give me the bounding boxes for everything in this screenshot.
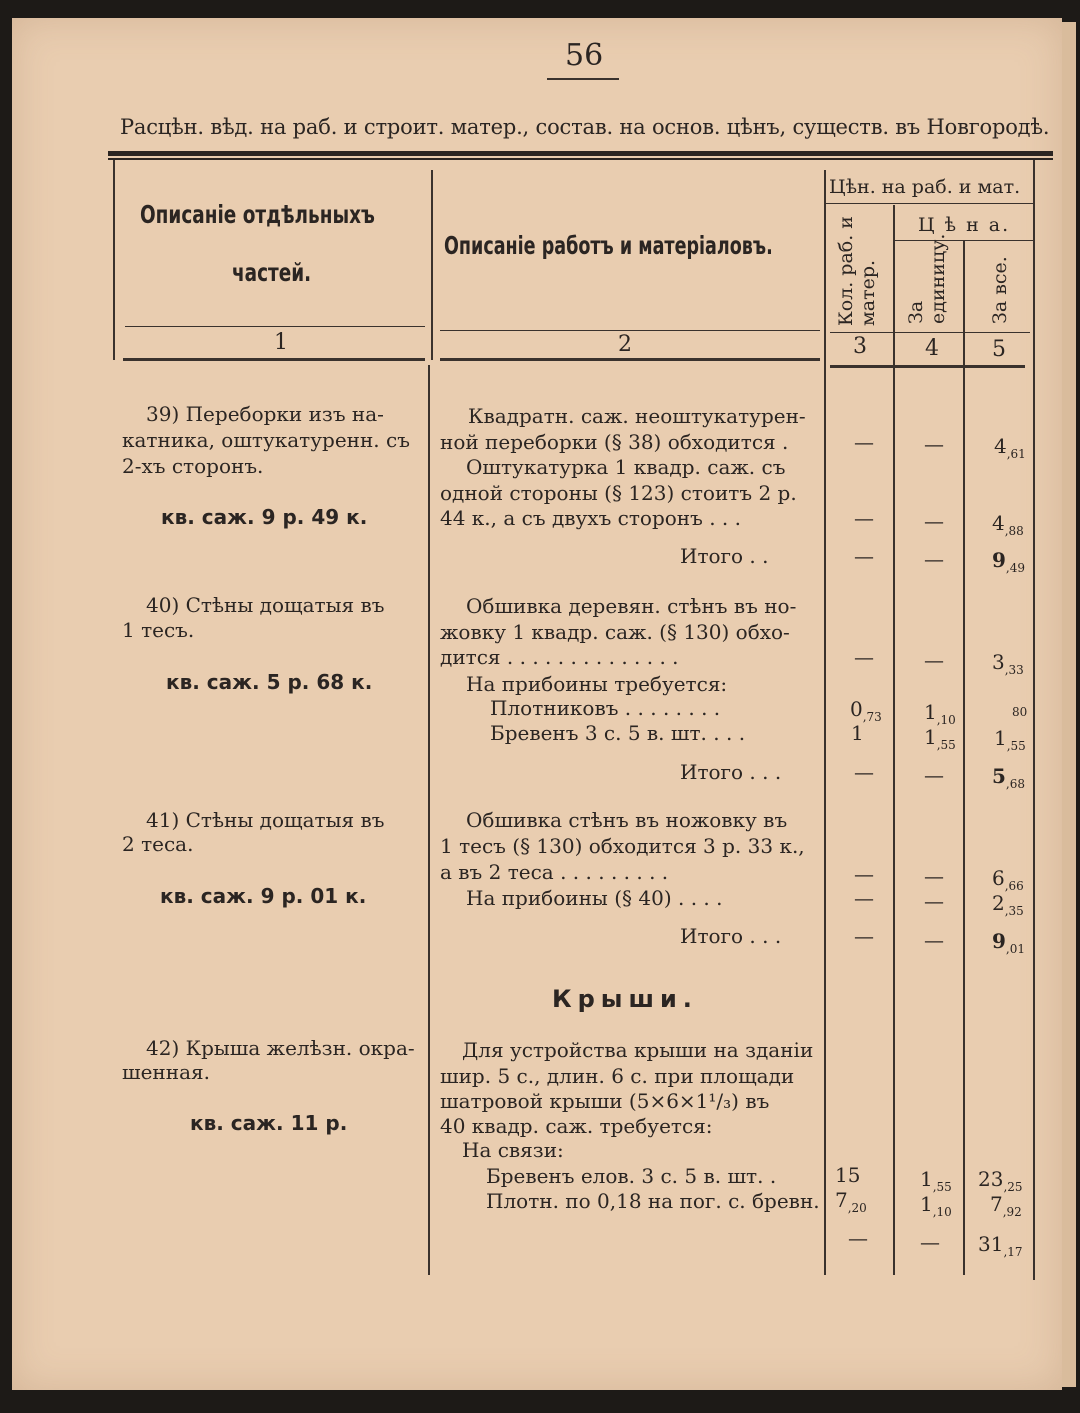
- item42-work-7: Плотн. по 0,18 на пог. с. бревн.: [486, 1189, 820, 1213]
- item42-work-4: 40 квадр. саж. требуется:: [440, 1114, 713, 1138]
- item40-total-4: $5_{,68}$: [992, 764, 1026, 791]
- item41-total-3: $9_{,01}$: [992, 929, 1026, 956]
- item42-desc-1: 42) Крыша желѣзн. окра-: [146, 1036, 415, 1060]
- top-thick-rule: [108, 151, 1053, 156]
- item42-work-3: шатровой крыши (5×6×1¹/₃) въ: [440, 1089, 770, 1113]
- item40-work-3: дится . . . . . . . . . . . . . .: [440, 645, 679, 669]
- col-num-2: 2: [618, 332, 632, 357]
- item42-desc-2: шенная.: [122, 1060, 210, 1084]
- item39-dash: —: [924, 509, 944, 533]
- item39-dash: —: [924, 547, 944, 571]
- header-rule-col1: [125, 326, 425, 327]
- item39-dash: —: [854, 430, 874, 454]
- item39-dash: —: [854, 506, 874, 530]
- item42-qty-1: 15: [835, 1163, 861, 1187]
- item41-work-1: Обшивка стѣнъ въ ножовку въ: [466, 808, 788, 832]
- section-title: Крыши.: [552, 985, 698, 1013]
- col-num-5: 5: [992, 337, 1006, 362]
- item40-dash: —: [924, 763, 944, 787]
- item39-value-3: $9_{,49}$: [992, 548, 1026, 575]
- item39-value-2: $4_{,88}$: [992, 511, 1024, 538]
- page-subtitle: Расцѣн. вѣд. на раб. и строит. матер., состав. на основ. цѣнъ, существ. въ Новгородѣ.: [120, 115, 1050, 139]
- item40-total-2: 80: [1012, 705, 1028, 719]
- item42-qty-2: $7_{,20}$: [835, 1188, 867, 1215]
- header-prices-group: Цѣн. на раб. и мат.: [829, 176, 1021, 198]
- item40-qty-1: $0_{,73}$: [850, 697, 882, 724]
- header-rule-col2: [440, 330, 820, 331]
- item42-work-6: Бревенъ елов. 3 с. 5 в. шт. .: [486, 1164, 777, 1188]
- item39-work-3: Оштукатурка 1 квадр. саж. съ: [466, 455, 786, 479]
- header-bottom-rule-2: [440, 358, 820, 361]
- item41-total-2: $2_{,35}$: [992, 891, 1024, 918]
- item40-work-1: Обшивка деревян. стѣнъ въ но-: [466, 594, 797, 618]
- item40-unit-1: $1_{,10}$: [924, 700, 956, 727]
- item42-total-3: $31_{,17}$: [978, 1232, 1023, 1259]
- col-num-1: 1: [274, 330, 288, 355]
- item39-desc-2: катника, оштукатуренн. съ: [122, 428, 410, 452]
- header-qty: Кол. раб. и матер.: [835, 216, 879, 326]
- item39-work-5: 44 к., а съ двухъ сторонъ . . .: [440, 506, 741, 530]
- header-col1-line2: частей.: [232, 258, 312, 287]
- item40-desc-1: 40) Стѣны дощатыя въ: [146, 593, 385, 617]
- item40-total-3: $1_{,55}$: [994, 726, 1026, 753]
- header-rule-col3-5: [830, 332, 1030, 333]
- item40-desc-2: 1 тесъ.: [122, 618, 195, 642]
- item42-total-1: $23_{,25}$: [978, 1167, 1023, 1194]
- header-price: Ц ѣ н а.: [918, 214, 1011, 236]
- item39-work-1: Квадратн. саж. неоштукатурен-: [468, 404, 806, 428]
- col-divider-1-body: [428, 365, 430, 1275]
- item42-unit-1: $1_{,55}$: [920, 1167, 952, 1194]
- col-divider-2: [824, 170, 826, 1275]
- item39-desc-1: 39) Переборки изъ на-: [146, 402, 384, 426]
- item40-work-2: жовку 1 квадр. саж. (§ 130) обхо-: [440, 620, 790, 644]
- item40-total-1: $3_{,33}$: [992, 650, 1024, 677]
- item39-desc-3: 2-хъ сторонъ.: [122, 454, 264, 478]
- table-left-border: [113, 160, 115, 360]
- item40-dash: —: [854, 645, 874, 669]
- page-number: 56: [565, 38, 604, 73]
- item39-work-4: одной стороны (§ 123) стоитъ 2 р.: [440, 481, 797, 505]
- item39-total-label: Итого . .: [680, 544, 769, 568]
- item40-qty-2: 1: [851, 721, 864, 745]
- item42-dash: —: [920, 1230, 940, 1254]
- item40-unit-2: $1_{,55}$: [924, 725, 956, 752]
- header-per-unit: За единицу.: [905, 233, 949, 324]
- item41-dash: —: [854, 862, 874, 886]
- item40-work-4: На прибоины требуется:: [466, 672, 728, 696]
- item39-dash: —: [854, 544, 874, 568]
- item42-dash: —: [848, 1226, 868, 1250]
- item41-dash: —: [924, 864, 944, 888]
- header-total: За все.: [989, 256, 1011, 324]
- item41-price: кв. саж. 9 р. 01 к.: [160, 884, 367, 908]
- item40-price: кв. саж. 5 р. 68 к.: [166, 670, 373, 694]
- header-col1-line1: Описаніе отдѣльныхъ: [140, 200, 375, 229]
- item41-dash: —: [924, 889, 944, 913]
- item40-dash: —: [924, 648, 944, 672]
- col-divider-1: [431, 170, 433, 360]
- item41-work-2: 1 тесъ (§ 130) обходится 3 р. 33 к.,: [440, 834, 805, 858]
- item42-work-2: шир. 5 с., длин. 6 с. при площади: [440, 1064, 795, 1088]
- item41-work-4: На прибоины (§ 40) . . . .: [466, 886, 723, 910]
- item41-dash: —: [854, 924, 874, 948]
- item42-price: кв. саж. 11 р.: [190, 1111, 348, 1135]
- item41-desc-2: 2 теса.: [122, 832, 194, 856]
- col-num-4: 4: [925, 336, 939, 361]
- col-divider-4: [963, 240, 965, 1275]
- col-num-3: 3: [853, 334, 867, 359]
- item40-work-5: Плотниковъ . . . . . . . .: [490, 696, 721, 720]
- item42-total-2: $7_{,92}$: [990, 1192, 1022, 1219]
- item41-desc-1: 41) Стѣны дощатыя въ: [146, 808, 385, 832]
- header-bottom-rule-3: [830, 365, 1025, 368]
- item39-work-2: ной переборки (§ 38) обходится .: [440, 430, 789, 454]
- top-thin-rule: [108, 158, 1053, 160]
- page-number-rule: [547, 78, 619, 80]
- item41-total-label: Итого . . .: [680, 924, 782, 948]
- item40-work-6: Бревенъ 3 с. 5 в. шт. . . .: [490, 721, 746, 745]
- item42-work-5: На связи:: [462, 1138, 564, 1162]
- table-right-border: [1033, 160, 1035, 1280]
- page-edge: [1062, 22, 1076, 1387]
- item40-dash: —: [854, 760, 874, 784]
- item39-value-1: $4_{,61}$: [994, 434, 1026, 461]
- item41-dash: —: [924, 928, 944, 952]
- header-bottom-rule-1: [123, 358, 425, 361]
- item39-price: кв. саж. 9 р. 49 к.: [161, 505, 368, 529]
- item41-dash: —: [854, 886, 874, 910]
- item39-dash: —: [924, 432, 944, 456]
- item42-work-1: Для устройства крыши на зданіи: [462, 1038, 814, 1062]
- item42-unit-2: $1_{,10}$: [920, 1192, 952, 1219]
- item41-work-3: а въ 2 теса . . . . . . . . .: [440, 860, 669, 884]
- item41-total-1: $6_{,66}$: [992, 866, 1024, 893]
- header-col2: Описаніе работъ и матеріаловъ.: [444, 231, 773, 260]
- item40-total-label: Итого . . .: [680, 760, 782, 784]
